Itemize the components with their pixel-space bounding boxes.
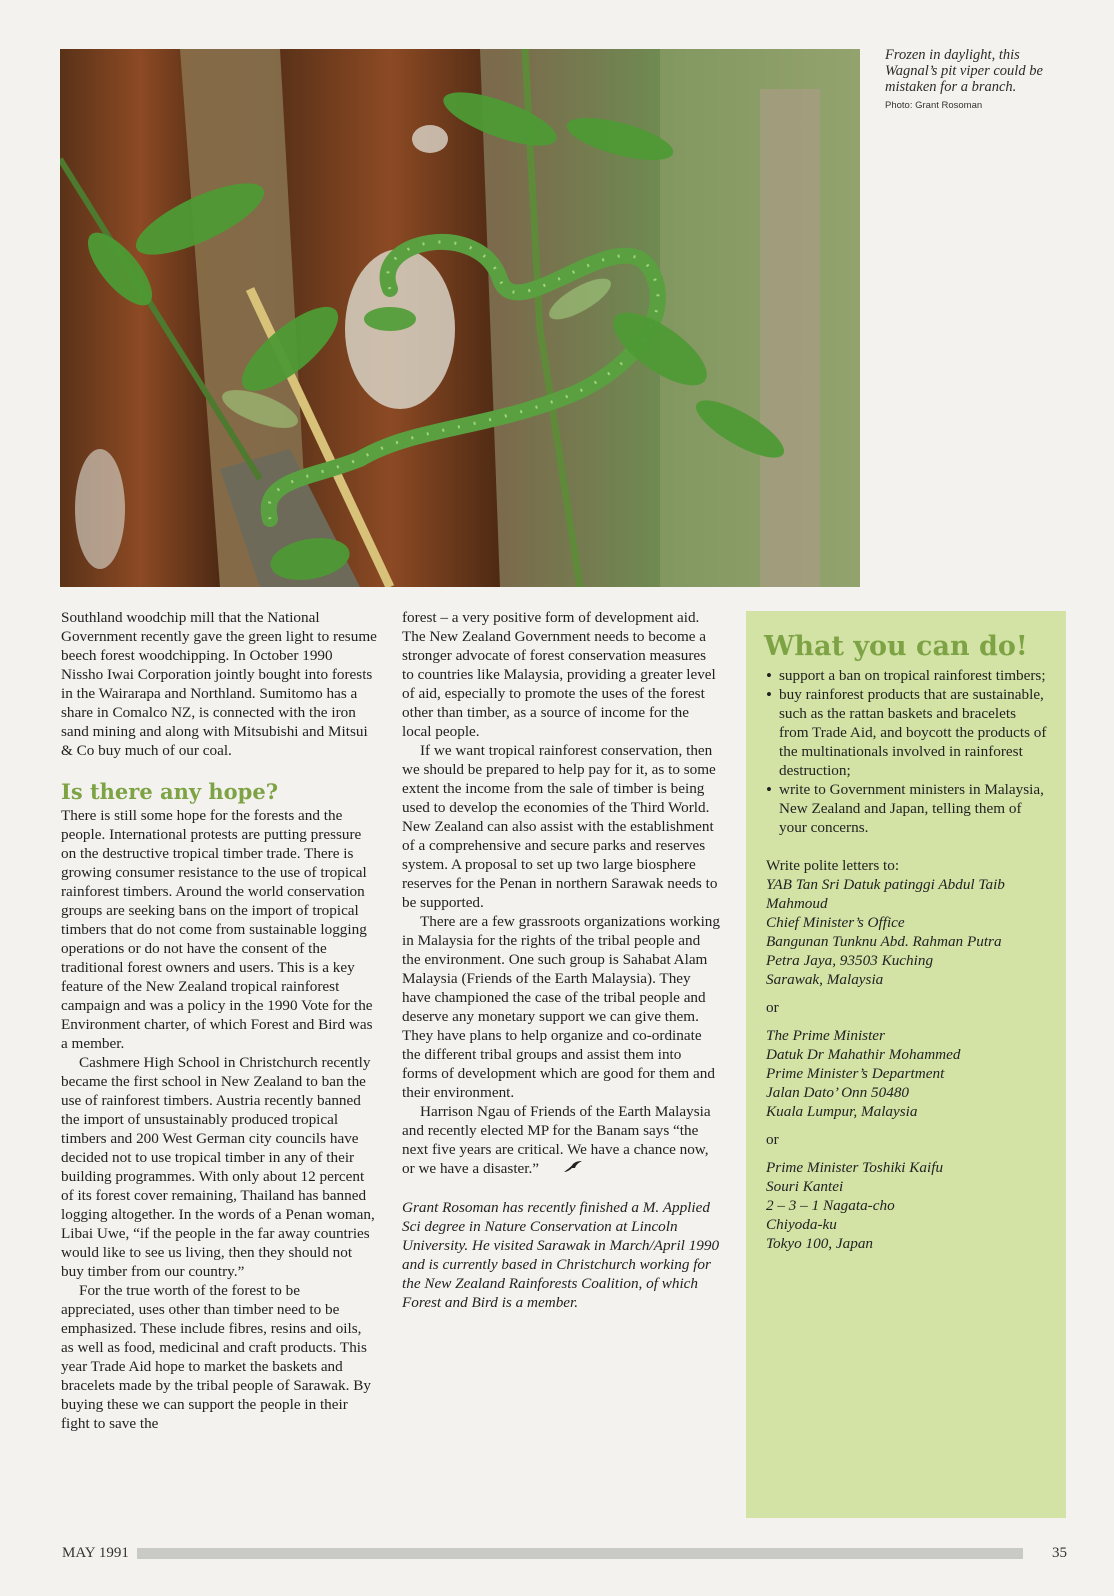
bird-end-mark-icon [545, 1160, 583, 1179]
address-line: Souri Kantei [766, 1178, 844, 1195]
viper-photo [60, 49, 860, 587]
address-line: Jalan Dato’ Onn 50480 [766, 1084, 910, 1101]
article-paragraph: forest – a very positive form of development aid. The New Zealand Government needs to become a stronger advocate of forest conservation measures to countries like Malaysia, providing a greater level of aid, especially to promote the uses of the forest other than timber, as a source of income for the local people. [402, 609, 716, 740]
address-line: Datuk Dr Mahathir Mohammed [766, 1046, 961, 1063]
address-line: Chief Minister’s Office [766, 914, 905, 931]
action-item: • support a ban on tropical rainforest timbers; [766, 666, 1048, 685]
caption-line: mistaken for a branch. [885, 79, 1017, 95]
address-line: Bangunan Tunknu Abd. Rahman Putra [766, 933, 1002, 950]
address-line: Tokyo 100, Japan [766, 1235, 874, 1252]
action-item: • buy rainforest products that are sustainable, such as the rattan baskets and bracelets from Trade Aid, and boycott the products of the multinationals involved in rainforest destruction; [766, 685, 1048, 780]
address-block [766, 1158, 1048, 1253]
article-paragraph: There is still some hope for the forests and the people. International protests are putting pressure on the destructive tropical timber trade. There is growing consumer resistance to the use of tropical rainforest timbers. Around the world conservation groups are seeking bans on the import of tropical timbers that do not come from sustainable logging operations or do not have the consent of the traditional forest owners and users. This is a key feature of the New Zealand tropical rainforest campaign and was a policy in the 1990 Vote for the Environment charter, of which Forest and Bird was a member. [61, 807, 373, 1052]
article-paragraph: Cashmere High School in Christchurch recently became the first school in New Zealand to ban the use of rainforest timbers. Austria recently banned the import of unsustainably produced tropical timbers and 200 West German city councils have decided not to use tropical timber in any of their building programmes. With only about 12 percent of its forest cover remaining, Thailand has banned logging altogether. In the words of a Penan woman, Libai Uwe, “if the people in the far away countries would like to see us living, then they should not buy timber from our country.” [61, 1054, 375, 1280]
article-paragraph: If we want tropical rainforest conservation, then we should be prepared to help pay for it, as to some extent the income from the sale of timber is being used to develop the economies of the Third World. New Zealand can also assist with the establishment of a comprehensive and secure parks and reserves system. A proposal to set up two large biosphere reserves for the Penan in northern Sarawak needs to be supported. [402, 742, 718, 911]
photo-credit: Photo: Grant Rosoman [885, 100, 983, 111]
address-line: Mahmoud [766, 895, 828, 912]
closing-paragraph-text: Harrison Ngau of Friends of the Earth Malaysia and recently elected MP for the Banam says “the next five years are critical. We have a chance now, or we have a disaster.” [402, 1103, 711, 1177]
address-line: Sarawak, Malaysia [766, 971, 884, 988]
viper-photo-illustration [60, 49, 860, 587]
address-line: The Prime Minister [766, 1027, 885, 1044]
author-bio: Grant Rosoman has recently finished a M. Applied Sci degree in Nature Conservation at Lincoln University. He visited Sarawak in March/April 1990 and is currently based in Christchurch working for the New Zealand Rainforests Coalition, of which Forest and Bird is a member. [402, 1199, 720, 1312]
address-line: Prime Minister Toshiki Kaifu [766, 1159, 944, 1176]
article-paragraph: For the true worth of the forest to be appreciated, uses other than timber need to be emphasized. These include fibres, resins and oils, as well as food, medicinal and craft products. This year Trade Aid hope to market the baskets and bracelets made by the tribal people of Sarawak. By buying these we can support the people in their fight to save the [61, 1282, 371, 1432]
address-block [766, 875, 1048, 989]
address-block [766, 1026, 1048, 1121]
article-paragraph: There are a few grassroots organizations working in Malaysia for the rights of the tribal people and the environment. One such group is Sahabat Alam Malaysia (Friends of the Earth Malaysia). They have championed the case of the tribal people and deserve any monetary support we can give them. They have plans to help organize and co-ordinate the different tribal groups and assist them into forms of development which are good for them and their environment. [402, 913, 720, 1101]
issue-date: MAY 1991 [62, 1545, 129, 1561]
address-line: Petra Jaya, 93503 Kuching [766, 952, 934, 969]
footer-rule [137, 1548, 1023, 1559]
action-sidebar [746, 611, 1066, 1518]
article-column-1 [61, 608, 377, 1433]
article-paragraph: Southland woodchip mill that the National Government recently gave the green light to resume beech forest woodchipping. In October 1990 Nissho Iwai Corporation jointly bought into forests in the Wairarapa and Northland. Sumitomo has a share in Comalco NZ, is connected with the iron sand mining and along with Mitsubishi and Mitsui & Co buy much of our coal. [61, 609, 377, 759]
address-line: 2 – 3 – 1 Nagata-cho [766, 1197, 895, 1214]
action-list [766, 666, 1048, 837]
page-number: 35 [1052, 1545, 1067, 1561]
article-column-2 [402, 608, 720, 1312]
section-heading: Is there any hope? [61, 779, 279, 804]
action-item: • write to Government ministers in Malaysia, New Zealand and Japan, telling them of your concerns. [766, 780, 1048, 837]
caption-line: Frozen in daylight, this [885, 47, 1020, 63]
address-line: Kuala Lumpur, Malaysia [766, 1103, 918, 1120]
write-intro: Write polite letters to: [766, 857, 900, 874]
sidebar-title: What you can do! [764, 631, 1028, 662]
or-separator: or [766, 999, 779, 1016]
article-paragraph [402, 1102, 720, 1179]
photo-caption [885, 47, 1085, 114]
address-line: YAB Tan Sri Datuk patinggi Abdul Taib [766, 876, 1005, 893]
caption-line: Wagnal’s pit viper could be [885, 63, 1043, 79]
or-separator: or [766, 1131, 779, 1148]
page-footer [62, 1543, 1067, 1563]
address-line: Chiyoda-ku [766, 1216, 837, 1233]
address-line: Prime Minister’s Department [766, 1065, 945, 1082]
